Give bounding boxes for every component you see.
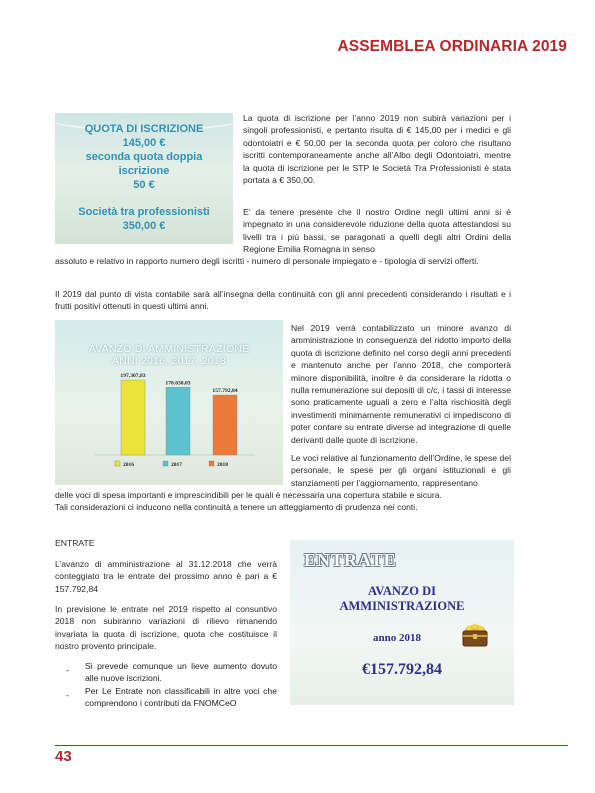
avanzo-chart-slide <box>55 320 283 485</box>
chart-bar <box>121 380 145 455</box>
entrate-slide <box>290 540 514 705</box>
legend-swatch <box>209 461 214 466</box>
bullet-item: Si prevede comunque un lieve aumento dovuto alle nuove iscrizioni. <box>85 661 277 684</box>
bullet-marker: - <box>66 665 69 675</box>
slide-amount: €157.792,84 <box>362 661 442 678</box>
paragraph-voci-cont: delle voci di spesa importanti e imprescindibili per le quali è necessaria una copertura stabile e sicura. <box>55 490 442 500</box>
paragraph-prudenza: Tali considerazioni ci inducono nella continuità a tenere un atteggiamento di prudenza nei conti. <box>55 502 418 512</box>
slide-line: iscrizione <box>118 165 170 177</box>
paragraph-riduzione-cont: assoluto e relativo in rapporto numero degli iscritti - numero di personale impiegato e - tipologia di servizi offerti. <box>55 256 479 266</box>
section-title: ASSEMBLEA ORDINARIA 2019 <box>337 38 567 55</box>
chart-bar <box>213 395 237 455</box>
slide-year: anno 2018 <box>373 632 421 644</box>
bullet-item: Per Le Entrate non classificabili in altre voci che comprendono i contributi da FNOMCeO <box>85 686 277 709</box>
slide-line: seconda quota doppia <box>85 151 203 163</box>
legend-label: 2017 <box>171 462 182 468</box>
chart-title-line: AVANZO DI AMMINISTRAZIONE <box>88 343 250 355</box>
slide-line: 145,00 € <box>122 137 166 149</box>
chart-data-label: 197.307,83 <box>120 373 146 379</box>
paragraph-quota: La quota di iscrizione per l’anno 2019 non subirà variazioni per i singoli professionisti, e pertanto risulta di € 145,00 per i medici e gli odontoiatri e € 50,00 per la seconda quota per coloro che risultano iscritti contemporaneamente anche all’Albo degli Odontoiatri, mentre la quota di iscrizione per le STP le Società Tra Professionisti è stata portata a € 350,00. <box>243 113 511 186</box>
chart-bar <box>166 387 190 455</box>
slide-line: Società tra professionisti <box>78 206 210 218</box>
treasure-chest-icon <box>460 622 490 648</box>
paragraph-avanzo-2018: L’avanzo di amministrazione al 31.12.2018 che verrà conteggiato tra le entrate del prossimo anno è pari a € 157.792,84 <box>55 559 277 594</box>
slide-entrate-title: ENTRATE <box>304 550 397 570</box>
slide-line-amministrazione: AMMINISTRAZIONE <box>339 599 465 613</box>
chart-data-label: 157.792,84 <box>212 388 238 395</box>
bullet-marker: - <box>66 690 69 700</box>
slide-line-avanzo: AVANZO DI <box>368 584 436 598</box>
quota-iscrizione-slide <box>55 113 233 244</box>
legend-label: 2018 <box>217 462 228 468</box>
chart-data-label: 178.038,03 <box>165 380 191 387</box>
slide-line: QUOTA DI ISCRIZIONE <box>84 123 204 135</box>
chart-title-line: ANNI 2016, 2017, 2018 <box>112 355 226 367</box>
bar-chart <box>55 320 283 485</box>
entrate-heading: ENTRATE <box>55 538 95 548</box>
paragraph-avanzo: Nel 2019 verrà contabilizzato un minore avanzo di amministrazione in conseguenza del ridotto importo della quota di iscrizione definito nel corso degli anni precedenti e mantenuto anche per l’anno 2018, che comporterà minore disponibilità, inoltre è da considerare la ridotta o nulla remunerazione sui depositi di c/c, i tassi di interesse sono praticamente uguali a zero e l’alta rischiosità degli investimenti minimamente remunerativi ci impediscono di poter contare su entrate diverse ad integrazione di quelle derivanti dalle quote di iscrizione. <box>291 323 511 445</box>
paragraph-riduzione: E’ da tenere presente che il nostro Ordine negli ultimi anni si è impegnato in una considerevole riduzione della quota attestandosi su livelli tra i più bassi, se paragonati a quelli degli altri Ordini della Regione Emilia Romagna in senso <box>243 207 511 255</box>
footer-divider <box>55 745 568 746</box>
paragraph-previsione: In previsione le entrate nel 2019 rispetto al consuntivo 2018 non subiranno variazioni di rilievo rimanendo invariata la quota di iscrizione, quota che costituisce il nostro provento principale. <box>55 604 277 652</box>
paragraph-voci: Le voci relative al funzionamento dell’Ordine, le spese del personale, le spese per gli organi istituzionali e gli stanziamenti per l’aggiornamento, rappresentano <box>291 453 511 488</box>
paragraph-continuita: Il 2019 dal punto di vista contabile sarà all’insegna della continuità con gli anni precedenti considerando i risultati e i frutti positivi ottenuti in questi ultimi anni. <box>55 289 511 312</box>
legend-swatch <box>115 461 120 466</box>
legend-swatch <box>163 461 168 466</box>
slide-line: 50 € <box>133 179 155 191</box>
page-number: 43 <box>55 748 72 765</box>
legend-label: 2016 <box>123 462 134 468</box>
slide-line: 350,00 € <box>122 220 166 232</box>
